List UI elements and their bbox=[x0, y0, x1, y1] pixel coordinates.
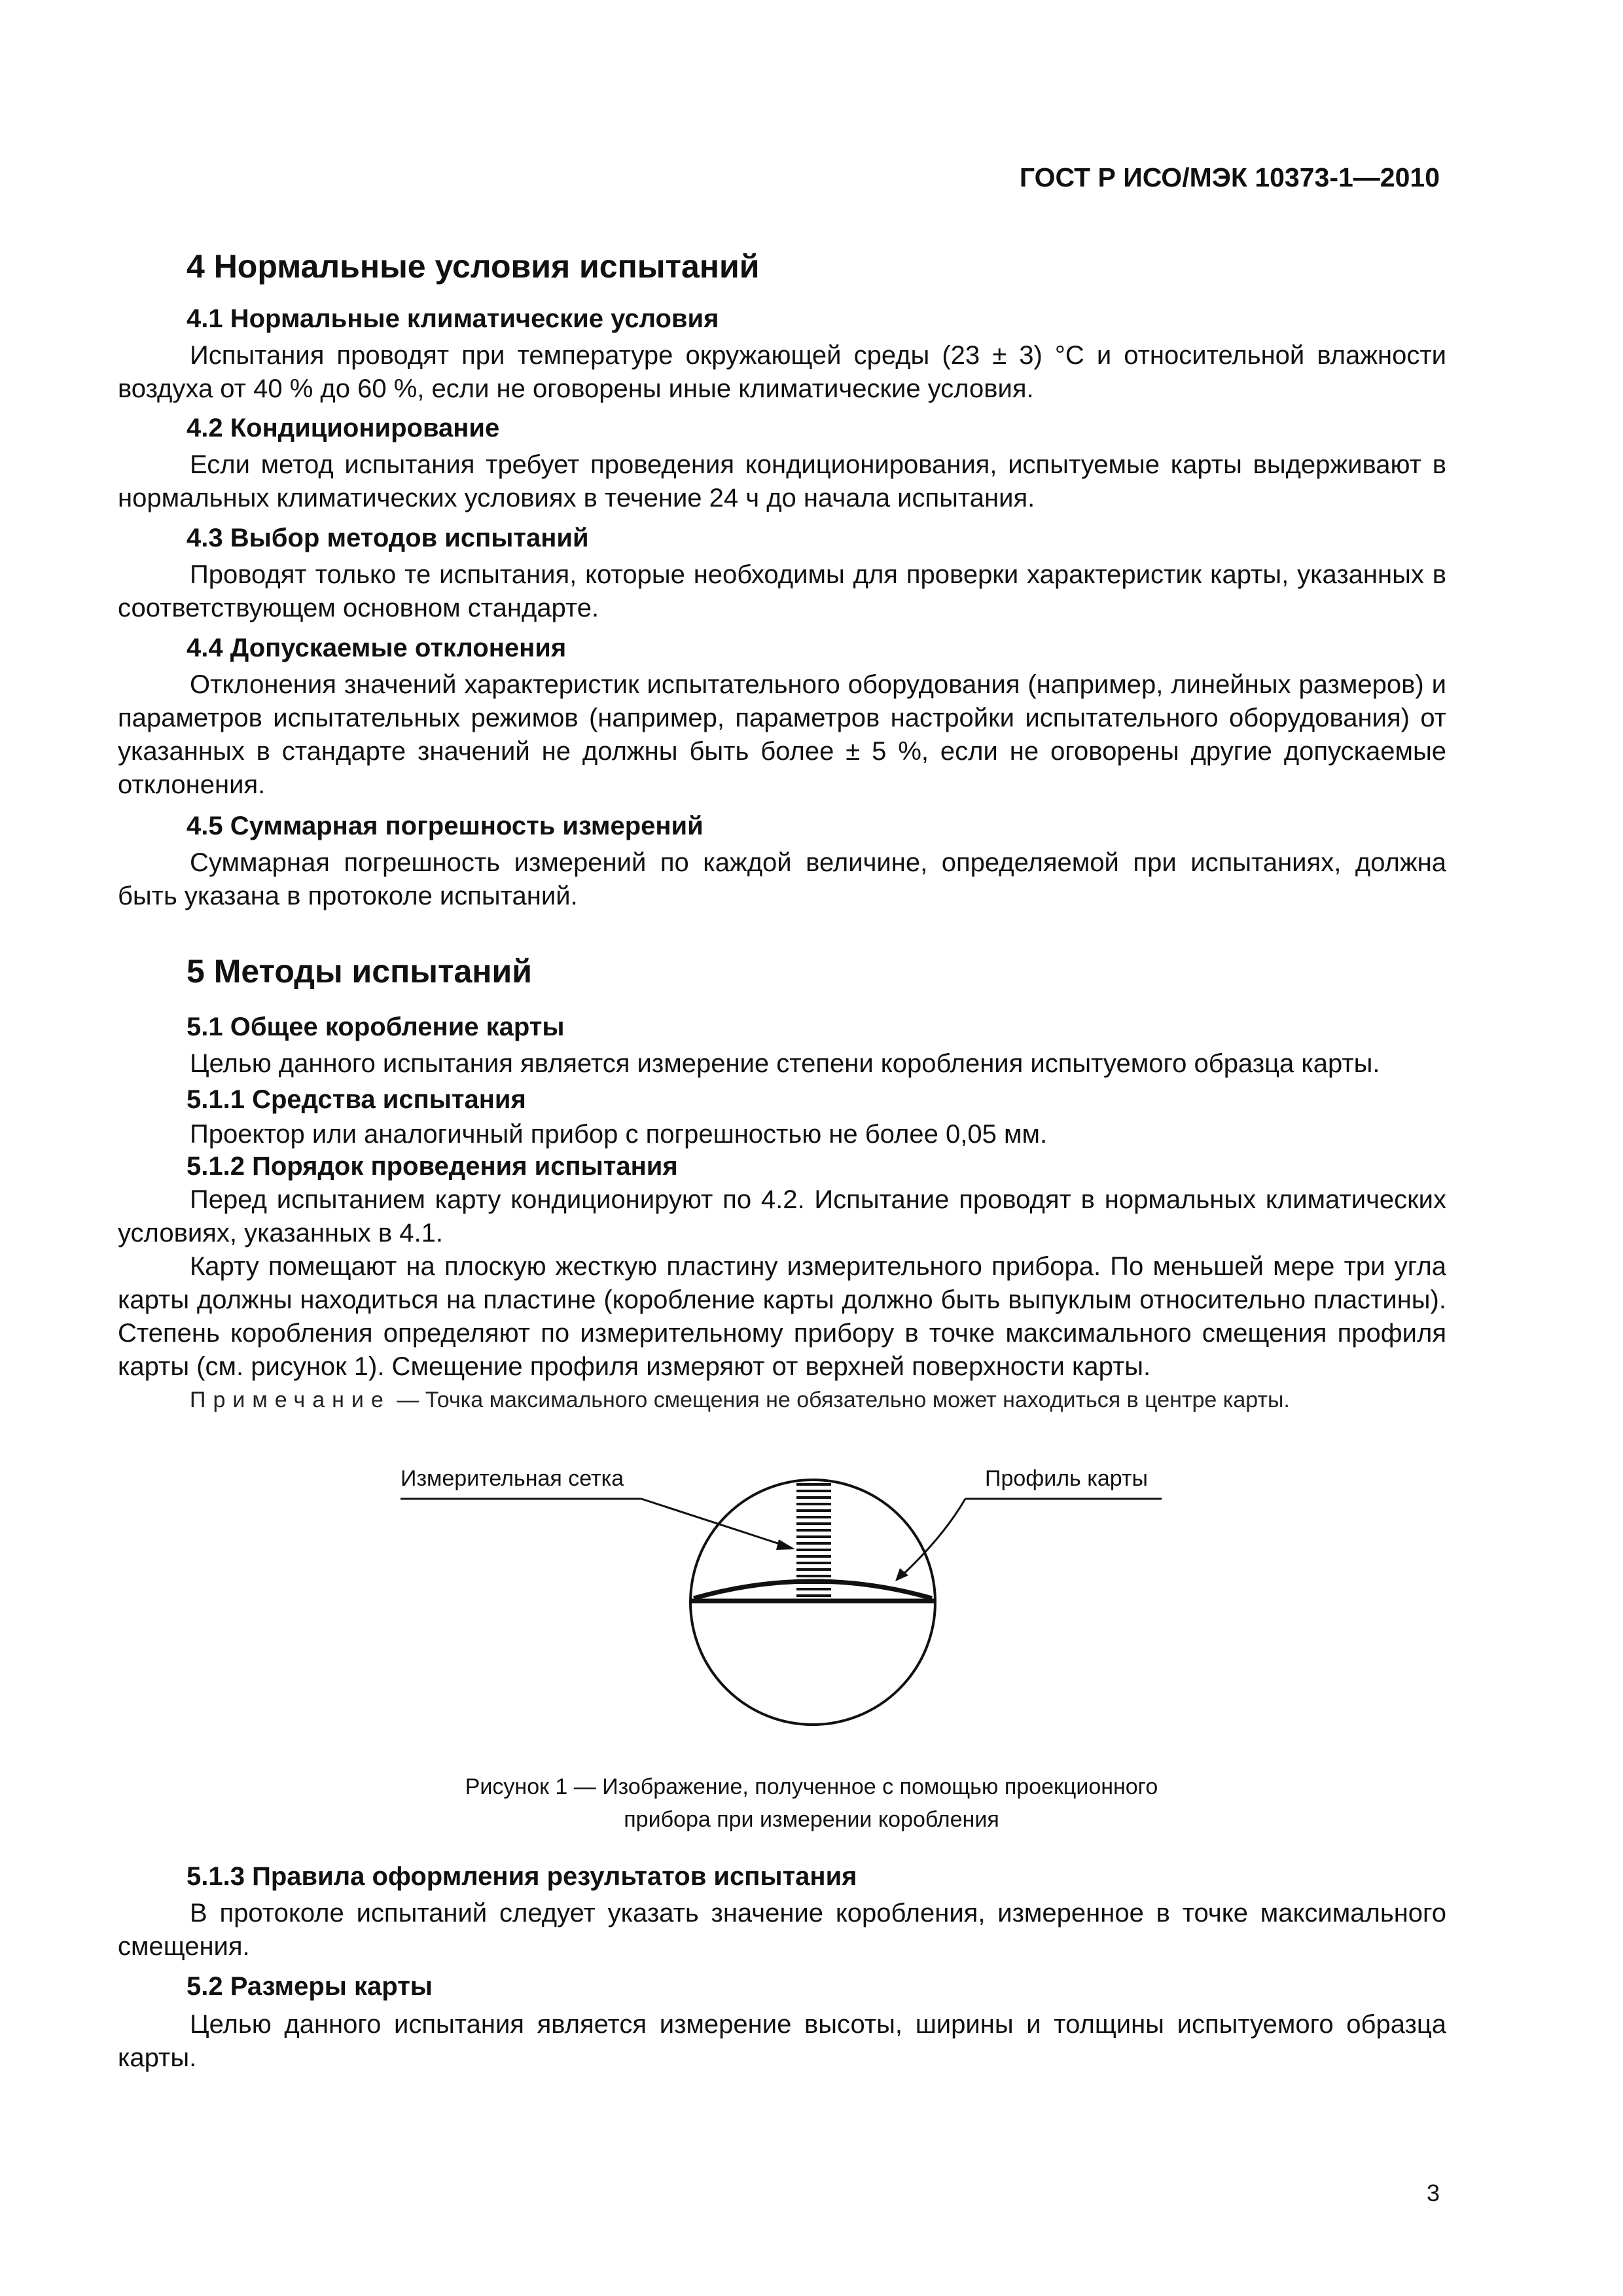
section-5-1-text: Целью данного испытания является измерение степени коробления испытуемого образца карты. bbox=[190, 1049, 1380, 1078]
section-5-title: 5 Методы испытаний bbox=[187, 953, 532, 990]
section-4-title: 4 Нормальные условия испытаний bbox=[187, 248, 760, 285]
left-arrowhead bbox=[776, 1539, 795, 1550]
note-lead: Примечание bbox=[190, 1388, 391, 1412]
section-5-1-1-title: 5.1.1 Средства испытания bbox=[187, 1085, 526, 1114]
section-5-1-title: 5.1 Общее коробление карты bbox=[187, 1013, 565, 1041]
section-4-3-text: Проводят только те испытания, которые необходимы для проверки характеристик карты, указанных в соответствующем основном стандарте. bbox=[118, 560, 1446, 622]
right-leader-line bbox=[900, 1499, 965, 1577]
figure-1-drawing bbox=[0, 1460, 1623, 1761]
page-number: 3 bbox=[1426, 2179, 1440, 2206]
section-4-2-text: Если метод испытания требует проведения кондиционирования, испытуемые карты выдерживают в нормальных климатических условиях в течение 24 ч до начала испытания. bbox=[118, 450, 1446, 512]
figure-caption-line-2: прибора при измерении коробления bbox=[624, 1807, 999, 1832]
section-5-1-2-title: 5.1.2 Порядок проведения испытания bbox=[187, 1152, 678, 1181]
measurement-grid-label: Измерительная сетка bbox=[401, 1466, 624, 1491]
section-4-5-title: 4.5 Суммарная погрешность измерений bbox=[187, 812, 704, 840]
card-profile-label: Профиль карты bbox=[985, 1466, 1148, 1491]
section-4-5-text: Суммарная погрешность измерений по каждой величине, определяемой при испытаниях, должна быть указана в протоколе испытаний. bbox=[118, 848, 1446, 910]
section-5-1-2-paragraph-1: Перед испытанием карту кондиционируют по 4.2. Испытание проводят в нормальных климатических условиях, указанных в 4.1. bbox=[118, 1185, 1446, 1247]
figure-caption bbox=[0, 1770, 1623, 1836]
document-code: ГОСТ Р ИСО/МЭК 10373-1—2010 bbox=[1019, 162, 1440, 192]
note-text: — Точка максимального смещения не обязательно может находиться в центре карты. bbox=[390, 1388, 1290, 1412]
section-4-1-text: Испытания проводят при температуре окружающей среды (23 ± 3) °С и относительной влажности воздуха от 40 % до 60 %, если не оговорены иные климатические условия. bbox=[118, 341, 1446, 403]
section-5-2-title: 5.2 Размеры карты bbox=[187, 1972, 433, 2001]
section-4-4-text: Отклонения значений характеристик испытательного оборудования (например, линейных размеров) и параметров испытательных режимов (например, параметров настройки испытательного оборудования) от указанных в стандарте значений не должны быть более ± 5 %, если не оговорены другие допускаемые отклонения. bbox=[118, 670, 1446, 799]
section-4-2-title: 4.2 Кондиционирование bbox=[187, 414, 500, 442]
note bbox=[190, 1388, 1290, 1413]
section-5-2-text: Целью данного испытания является измерение высоты, ширины и толщины испытуемого образца карты. bbox=[118, 2010, 1446, 2072]
section-4-4-title: 4.4 Допускаемые отклонения bbox=[187, 634, 567, 662]
section-4-1-title: 4.1 Нормальные климатические условия bbox=[187, 304, 719, 333]
section-4-3-title: 4.3 Выбор методов испытаний bbox=[187, 524, 589, 552]
section-5-1-3-title: 5.1.3 Правила оформления результатов испытания bbox=[187, 1862, 857, 1891]
left-leader-line bbox=[641, 1499, 792, 1548]
section-5-1-3-text: В протоколе испытаний следует указать значение коробления, измеренное в точке максимального смещения. bbox=[118, 1899, 1446, 1961]
figure-1 bbox=[0, 1460, 1623, 1761]
section-5-1-2-paragraph-2: Карту помещают на плоскую жесткую пластину измерительного прибора. По меньшей мере три угла карты должны находиться на пластине (коробление карты должно быть выпуклым относительно пластины). Степень коробления определяют по измерительному прибору в точке максимального смещения профиля карты (см. рисунок 1). Смещение профиля измеряют от верхней поверхности карты. bbox=[118, 1252, 1446, 1381]
section-5-1-1-text: Проектор или аналогичный прибор с погрешностью не более 0,05 мм. bbox=[190, 1120, 1048, 1149]
figure-caption-line-1: Рисунок 1 — Изображение, полученное с помощью проекционного bbox=[465, 1774, 1158, 1799]
